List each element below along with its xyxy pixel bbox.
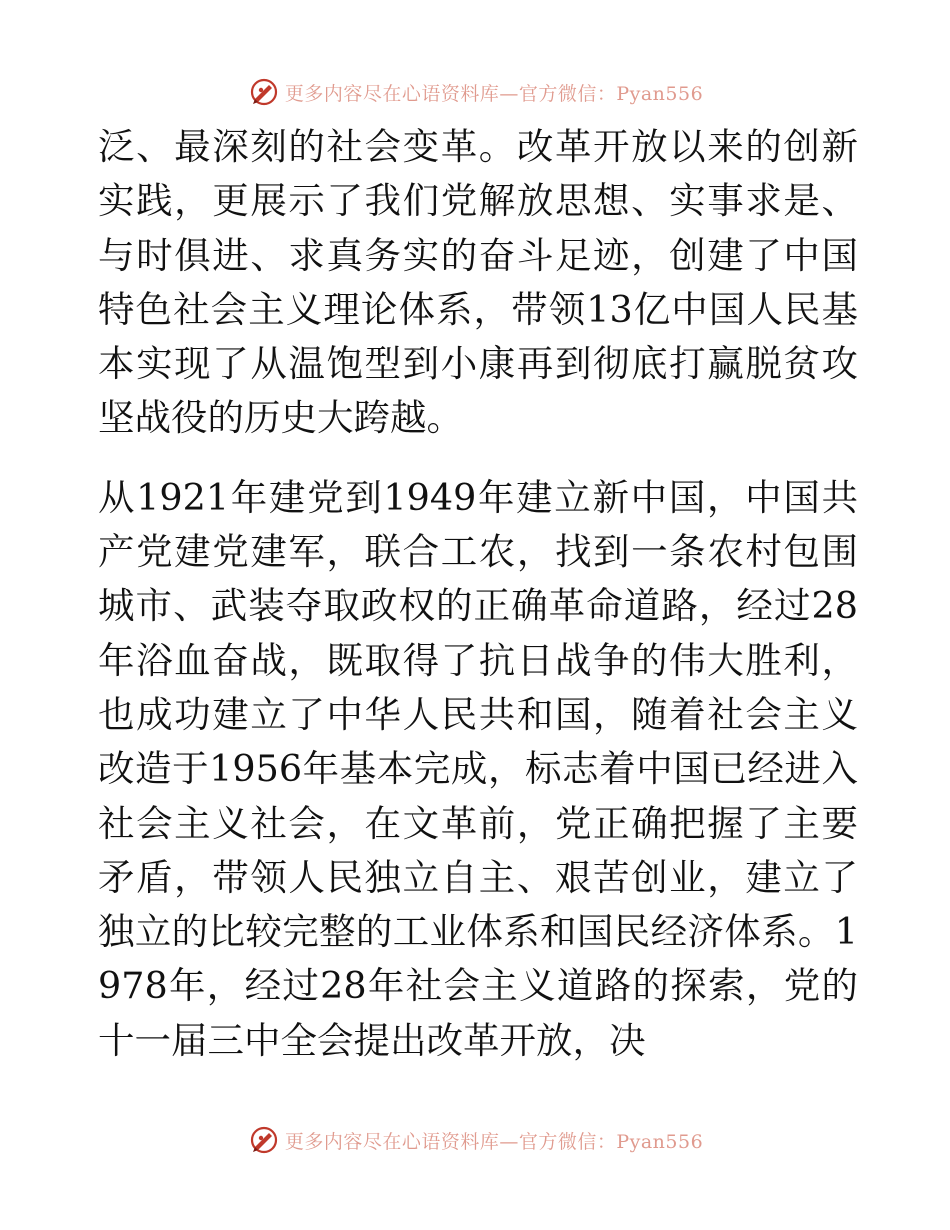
header-banner bbox=[0, 72, 950, 112]
paragraph: 从1921年建党到1949年建立新中国，中国共产党建党建军，联合工农，找到一条农村包围城市、武装夺取政权的正确革命道路，经过28年浴血奋战，既取得了抗日战争的伟大胜利，也成功建立了中华人民共和国，随着社会主义改造于1956年基本完成，标志着中国已经进入社会主义社会，在文革前，党正确把握了主要矛盾，带领人民独立自主、艰苦创业，建立了独立的比较完整的工业体系和国民经济体系。1978年，经过28年社会主义道路的探索，党的十一届三中全会提出改革开放，决 bbox=[98, 475, 858, 1062]
footer-text: 更多内容尽在心语资料库—官方微信：Pyan556 bbox=[284, 1130, 704, 1153]
paragraph: 泛、最深刻的社会变革。改革开放以来的创新实践，更展示了我们党解放思想、实事求是、与时俱进、求真务实的奋斗足迹，创建了中国特色社会主义理论体系，带领13亿中国人民基本实现了从温饱型到小康再到彻底打赢脱贫攻坚战役的历史大跨越。 bbox=[98, 125, 858, 440]
header-text: 更多内容尽在心语资料库—官方微信：Pyan556 bbox=[284, 82, 704, 105]
document-body bbox=[98, 120, 858, 1068]
pen-logo-icon bbox=[247, 75, 281, 109]
footer-banner bbox=[0, 1120, 950, 1160]
pen-logo-icon bbox=[247, 1123, 281, 1157]
